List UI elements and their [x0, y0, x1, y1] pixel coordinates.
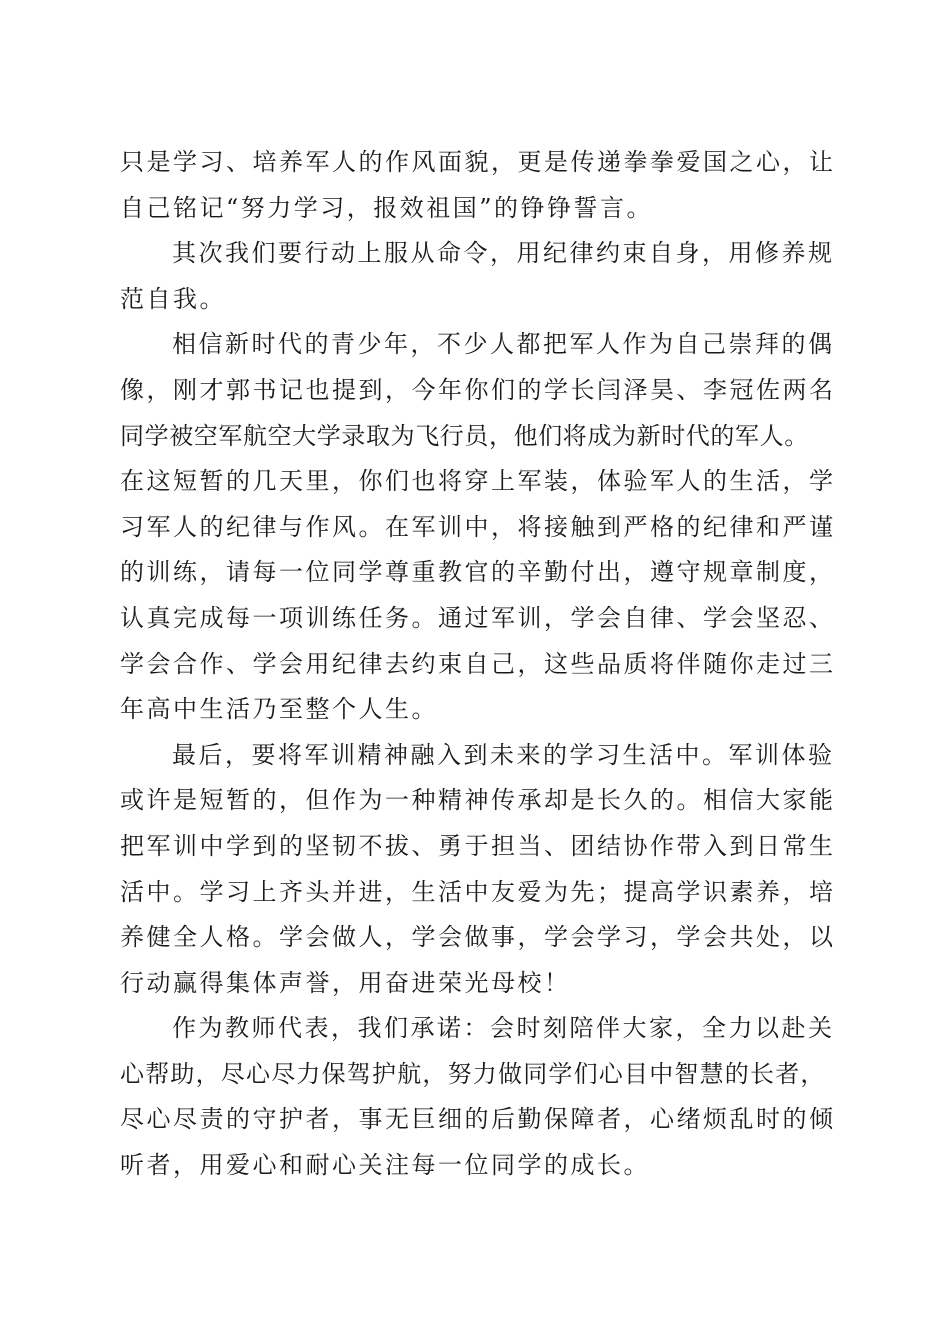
paragraph-2-line-2: 范自我。 — [120, 284, 226, 313]
paragraph-2-line-1: 其次我们要行动上服从命令，用纪律约束自身，用修养规 — [172, 239, 835, 268]
paragraph-3-line-5: 习军人的纪律与作风。在军训中，将接触到严格的纪律和严谨 — [120, 512, 836, 541]
paragraph-1-line-1: 只是学习、培养军人的作风面貌，更是传递拳拳爱国之心，让 — [120, 148, 836, 176]
paragraph-4-line-3: 把军训中学到的坚韧不拔、勇于担当、团结协作带入到日常生 — [120, 831, 836, 860]
paragraph-3-line-1: 相信新时代的青少年，不少人都把军人作为自己崇拜的偶 — [172, 330, 835, 359]
paragraph-5-line-4: 听者，用爱心和耐心关注每一位同学的成长。 — [120, 1151, 650, 1180]
paragraph-4-line-5: 养健全人格。学会做人，学会做事，学会学习，学会共处，以 — [120, 923, 836, 952]
paragraph-1-line-2: 自己铭记“努力学习，报效祖国”的铮铮誓言。 — [120, 193, 654, 222]
paragraph-3-line-7: 认真完成每一项训练任务。通过军训，学会自律、学会坚忍、 — [120, 603, 836, 632]
paragraph-3-line-8: 学会合作、学会用纪律去约束自己，这些品质将伴随你走过三 — [120, 649, 836, 678]
paragraph-4-line-1: 最后，要将军训精神融入到未来的学习生活中。军训体验 — [172, 740, 835, 769]
paragraph-4-line-2: 或许是短暂的，但作为一种精神传承却是长久的。相信大家能 — [120, 786, 836, 815]
paragraph-5-line-2: 心帮助，尽心尽力保驾护航，努力做同学们心目中智慧的长者， — [120, 1059, 826, 1088]
paragraph-5-line-3: 尽心尽责的守护者，事无巨细的后勤保障者，心绪烦乱时的倾 — [120, 1105, 836, 1134]
paragraph-3-line-3: 同学被空军航空大学录取为飞行员，他们将成为新时代的军人。 — [120, 421, 809, 450]
paragraph-5-line-1: 作为教师代表，我们承诺：会时刻陪伴大家，全力以赴关 — [172, 1014, 835, 1043]
paragraph-4-line-6: 行动赢得集体声誉，用奋进荣光母校！ — [120, 968, 571, 997]
document-body — [120, 140, 836, 1189]
paragraph-3-line-4: 在这短暂的几天里，你们也将穿上军装，体验军人的生活，学 — [120, 467, 836, 496]
paragraph-3-line-9: 年高中生活乃至整个人生。 — [120, 695, 438, 724]
paragraph-4-line-4: 活中。学习上齐头并进，生活中友爱为先；提高学识素养，培 — [120, 877, 836, 906]
paragraph-3-line-2: 像，刚才郭书记也提到，今年你们的学长闫泽昊、李冠佐两名 — [120, 375, 836, 404]
paragraph-3-line-6: 的训练，请每一位同学尊重教官的辛勤付出，遵守规章制度， — [120, 558, 836, 587]
